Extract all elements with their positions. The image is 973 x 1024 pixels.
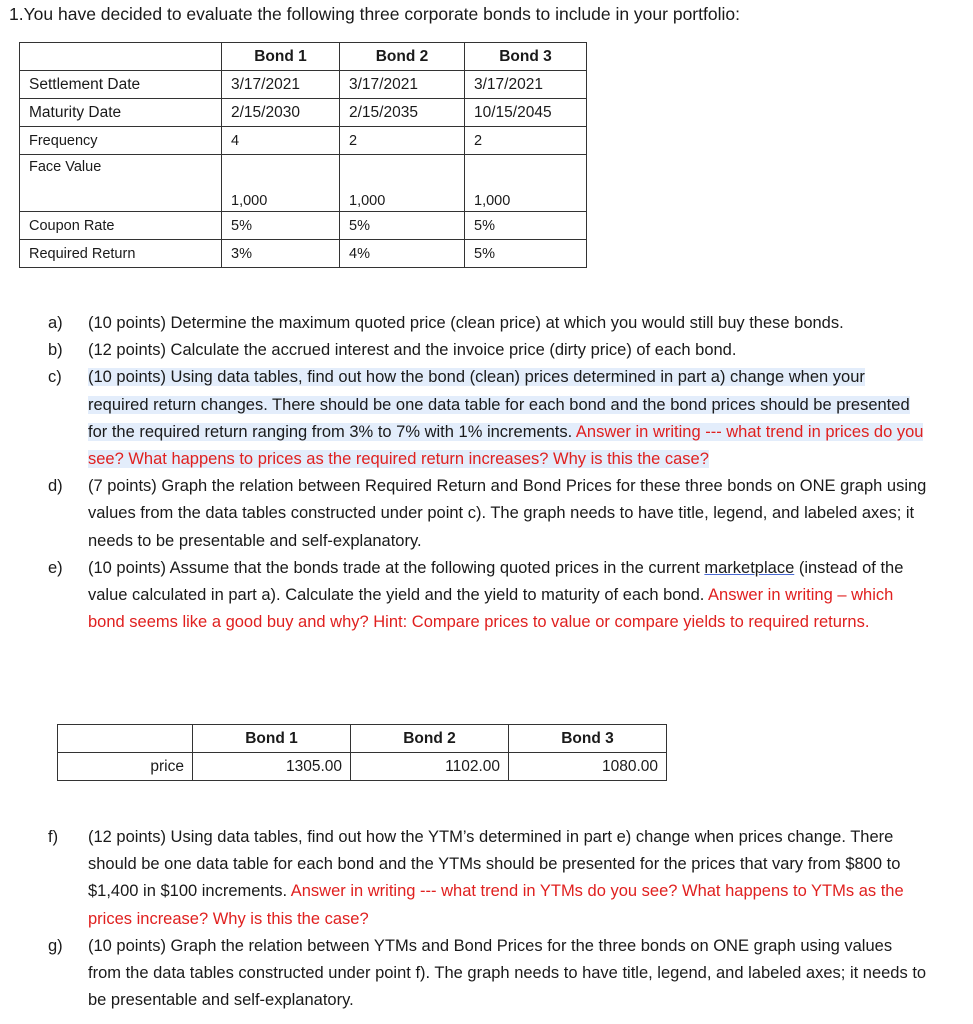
cell-value: 10/15/2045 [465, 99, 587, 127]
question-writing-prompt: Answer in writing --- what trend in prices do you see? What happens to prices as the required return increases? Why is this the case? [88, 422, 924, 469]
question-label: b) [48, 341, 63, 360]
cell-value: 3/17/2021 [465, 71, 587, 99]
question-label: f) [48, 828, 59, 846]
question-label: g) [48, 936, 63, 955]
table-header-row [20, 43, 587, 71]
header-bond-3: Bond 3 [465, 43, 587, 71]
cell-value: 1,000 [340, 155, 465, 212]
header-bond-1: Bond 1 [193, 725, 351, 753]
market-price-table [57, 724, 667, 781]
question-writing-prompt: Answer in writing --- what trend in YTMs do you see? What happens to YTMs as the prices increase? Why is this the case? [88, 882, 904, 928]
cell-value: 3/17/2021 [222, 71, 340, 99]
question-label: d) [48, 477, 63, 496]
table-row-settlement-date [20, 71, 587, 99]
question-text: (12 points) Calculate the accrued interest and the invoice price (dirty price) of each bond. [88, 341, 737, 360]
cell-value: 1,000 [222, 155, 340, 212]
cell-value: 2 [465, 127, 587, 155]
question-label: c) [48, 368, 62, 387]
question-text: (10 points) Assume that the bonds trade at the following quoted prices in the current [88, 558, 705, 577]
question-e [48, 555, 928, 637]
question-text-highlighted [88, 368, 923, 468]
question-text: (10 points) Graph the relation between YTMs and Bond Prices for the three bonds on ONE graph using values from the data tables constructed under point f). The graph needs to have title, legend, and labeled axes; it needs to be presentable and self-explanatory. [88, 936, 927, 1010]
cell-value: 1080.00 [509, 753, 667, 781]
cell-value: 1102.00 [351, 753, 509, 781]
header-bond-1: Bond 1 [222, 43, 340, 71]
cell-value: 5% [340, 212, 465, 240]
question-text: (7 points) Graph the relation between Required Return and Bond Prices for these three bonds on ONE graph using values from the data tables constructed under point c). The graph needs to have title, legend, and labeled axes; it needs to be presentable and self-explanatory. [88, 477, 927, 550]
table-row-face-value [20, 155, 587, 212]
cell-value: 4 [222, 127, 340, 155]
cell-value: 1,000 [465, 155, 587, 212]
question-text-cont: (instead of the value calculated in part a). Calculate the yield and the yield to maturity of each bond. [88, 558, 904, 605]
cell-value: 5% [465, 212, 587, 240]
cell-value: 5% [465, 240, 587, 268]
question-d [48, 473, 928, 555]
bond-parameters-table [19, 42, 587, 268]
question-label: e) [48, 558, 63, 577]
question-text: (12 points) Using data tables, find out how the YTM’s determined in part e) change when prices change. There should be one data table for each bond and the YTMs should be presented for the prices that vary from $800 to $1,400 in $100 increments. [88, 828, 901, 901]
cell-value: 2/15/2030 [222, 99, 340, 127]
header-bond-3: Bond 3 [509, 725, 667, 753]
problem-title: 1.You have decided to evaluate the following three corporate bonds to include in your portfolio: [9, 4, 740, 24]
table-row-frequency [20, 127, 587, 155]
question-writing-prompt: Answer in writing – which bond seems like a good buy and why? Hint: Compare prices to value or compare yields to required returns. [88, 586, 894, 632]
question-label: a) [48, 314, 63, 332]
cell-value: 5% [222, 212, 340, 240]
question-g [48, 933, 928, 1015]
row-label: Required Return [20, 240, 222, 268]
table-row-required-return [20, 240, 587, 268]
table-row-price [58, 753, 667, 781]
question-b [48, 337, 928, 364]
cell-value: 4% [340, 240, 465, 268]
header-cell-blank [20, 43, 222, 71]
question-a [48, 310, 928, 337]
question-c [48, 364, 928, 473]
row-label: Frequency [20, 127, 222, 155]
row-label: Maturity Date [20, 99, 222, 127]
header-cell-blank [58, 725, 193, 753]
row-label: price [58, 753, 193, 781]
table-row-maturity-date [20, 99, 587, 127]
question-text: (10 points) Determine the maximum quoted price (clean price) at which you would still buy these bonds. [88, 314, 844, 332]
question-list-part-2 [48, 824, 928, 1014]
cell-value: 3% [222, 240, 340, 268]
cell-value: 2 [340, 127, 465, 155]
question-underlined-word: marketplace [704, 558, 795, 577]
row-label: Face Value [20, 155, 222, 212]
table-row-coupon-rate [20, 212, 587, 240]
question-list-part-1 [48, 310, 928, 636]
header-bond-2: Bond 2 [340, 43, 465, 71]
cell-value: 2/15/2035 [340, 99, 465, 127]
cell-value: 3/17/2021 [340, 71, 465, 99]
table-header-row [58, 725, 667, 753]
cell-value: 1305.00 [193, 753, 351, 781]
header-bond-2: Bond 2 [351, 725, 509, 753]
question-text: (10 points) Using data tables, find out how the bond (clean) prices determined in part a) change when your required return changes. There should be one data table for each bond and the bond prices should be presented for the required return ranging from 3% to 7% with 1% increments. [88, 368, 910, 441]
row-label: Coupon Rate [20, 212, 222, 240]
row-label: Settlement Date [20, 71, 222, 99]
question-f [48, 824, 928, 933]
